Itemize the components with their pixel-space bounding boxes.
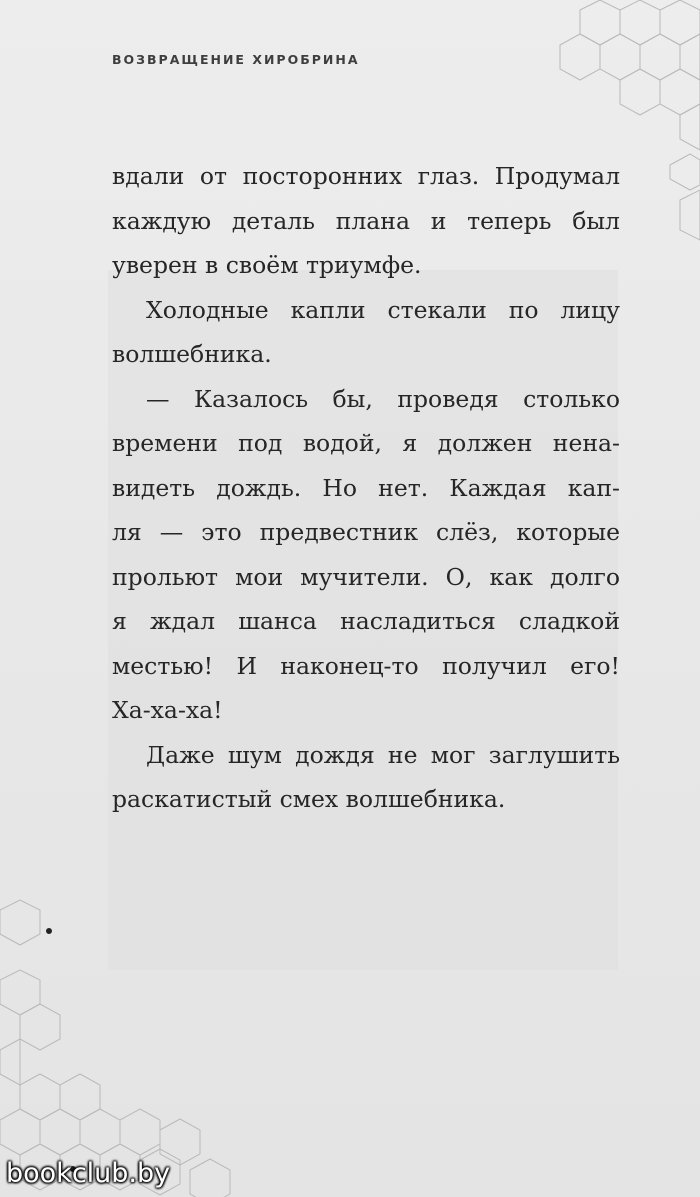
text-line: я ждал шанса насладиться сладкой <box>112 607 620 635</box>
text-line: вдали от посторонних глаз. Продумал <box>112 162 620 190</box>
text-line: Холодные капли стекали по лицу <box>146 295 620 324</box>
body-text <box>112 154 620 822</box>
text-line: видеть дождь. Но нет. Каждая кап- <box>112 473 620 502</box>
pattern-dot <box>46 928 52 934</box>
text-line: каждую деталь плана и теперь был <box>112 206 620 235</box>
watermark: bookclub.by <box>6 1158 171 1189</box>
text-line: прольют мои мучители. О, как долго <box>112 562 620 591</box>
text-line: Даже шум дождя не мог заглушить <box>146 740 620 769</box>
text-line: местью! И наконец-то получил его! <box>112 651 620 680</box>
text-line: Ха-ха-ха! <box>112 696 223 724</box>
hexagon-pattern-bottom-left-icon <box>0 870 240 1197</box>
text-line: ля — это предвестник слёз, которые <box>112 518 620 546</box>
text-line: раскатистый смех волшебника. <box>112 785 506 813</box>
text-line: уверен в своём триумфе. <box>112 251 422 279</box>
text-line: волшебника. <box>112 340 272 368</box>
running-head: ВОЗВРАЩЕНИЕ ХИРОБРИНА <box>112 52 360 67</box>
text-line: времени под водой, я должен нена- <box>112 429 620 457</box>
text-line: — Казалось бы, проведя столько <box>146 384 620 413</box>
